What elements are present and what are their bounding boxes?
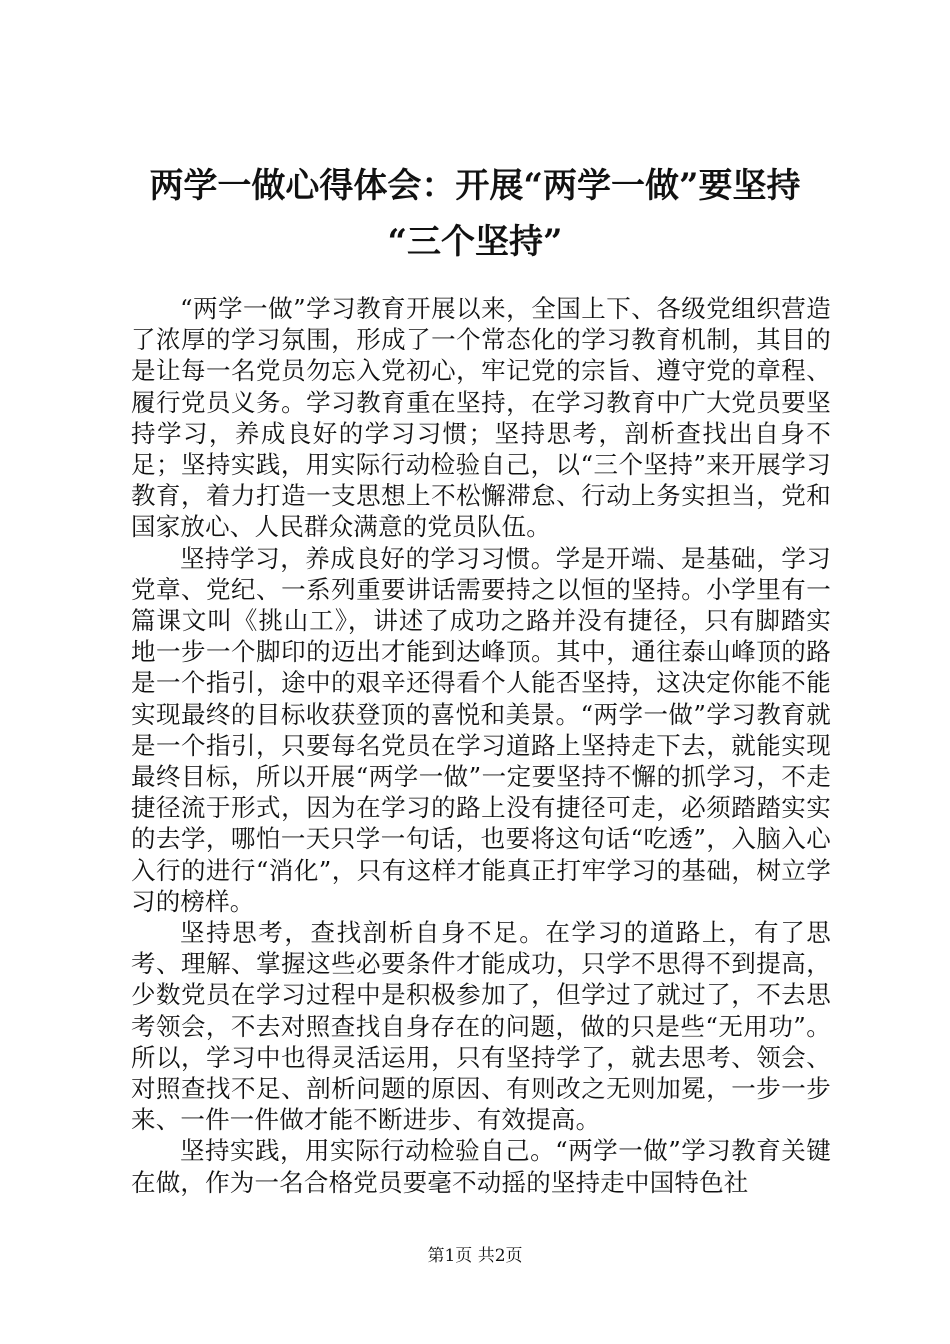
paragraph-practice: 坚持实践，用实际行动检验自己。“两学一做”学习教育关键在做，作为一名合格党员要毫不动摇的坚持走中国特色社 xyxy=(131,1136,831,1197)
document-body xyxy=(131,293,831,1198)
paragraph-thinking: 坚持思考，查找剖析自身不足。在学习的道路上，有了思考、理解、掌握这些必要条件才能成功，只学不思得不到提高，少数党员在学习过程中是积极参加了，但学过了就过了，不去思考领会，不去对照查找自身存在的问题，做的只是些“无用功”。所以，学习中也得灵活运用，只有坚持学了，就去思考、领会、对照查找不足、剖析问题的原因、有则改之无则加冕，一步一步来、一件一件做才能不断进步、有效提高。 xyxy=(131,918,831,1135)
paragraph-intro: “两学一做”学习教育开展以来，全国上下、各级党组织营造了浓厚的学习氛围，形成了一个常态化的学习教育机制，其目的是让每一名党员勿忘入党初心，牢记党的宗旨、遵守党的章程、履行党员义务。学习教育重在坚持，在学习教育中广大党员要坚持学习，养成良好的学习习惯；坚持思考，剖析查找出自身不足；坚持实践，用实际行动检验自己，以“三个坚持”来开展学习教育，着力打造一支思想上不松懈滞怠、行动上务实担当，党和国家放心、人民群众满意的党员队伍。 xyxy=(131,294,831,542)
document-title-line-2: “三个坚持” xyxy=(387,222,563,262)
page-number-footer: 第1页 共2页 xyxy=(427,1246,523,1266)
document-title-line-1: 两学一做心得体会：开展“两学一做”要坚持 xyxy=(149,166,801,206)
paragraph-study: 坚持学习，养成良好的学习习惯。学是开端、是基础，学习党章、党纪、一系列重要讲话需要持之以恒的坚持。小学里有一篇课文叫《挑山工》，讲述了成功之路并没有捷径，只有脚踏实地一步一个脚印的迈出才能到达峰顶。其中，通往泰山峰顶的路是一个指引，途中的艰辛还得看个人能否坚持，这决定你能不能实现最终的目标收获登顶的喜悦和美景。“两学一做”学习教育就是一个指引，只要每名党员在学习道路上坚持走下去，就能实现最终目标，所以开展“两学一做”一定要坚持不懈的抓学习，不走捷径流于形式，因为在学习的路上没有捷径可走，必须踏踏实实的去学，哪怕一天只学一句话，也要将这句话“吃透”，入脑入心入行的进行“消化”，只有这样才能真正打牢学习的基础，树立学习的榜样。 xyxy=(131,543,831,916)
